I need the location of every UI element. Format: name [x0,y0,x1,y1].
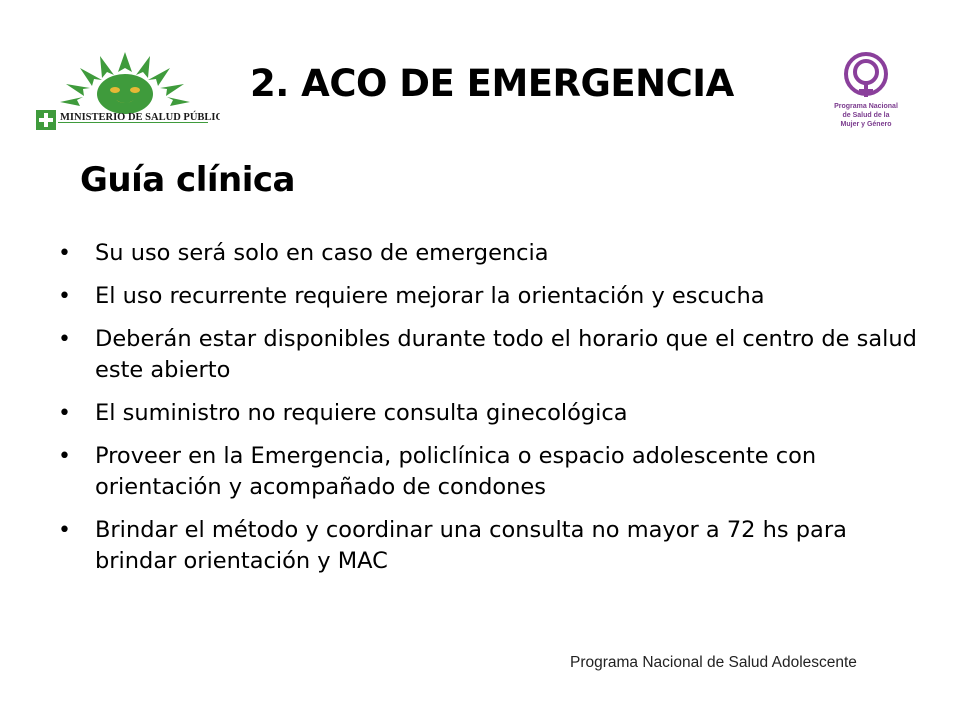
bullet-text: El uso recurrente requiere mejorar la orientación y escucha [95,283,765,309]
slide-subtitle: Guía clínica [80,160,295,200]
bullet-item [58,398,918,429]
women-program-line1: Programa Nacional [834,103,898,110]
bullet-item [58,515,918,577]
bullet-dot-icon: • [58,444,71,469]
footer-text: Programa Nacional de Salud Adolescente [570,654,857,671]
bullet-dot-icon: • [58,518,71,543]
bullet-dot-icon: • [58,401,71,426]
women-program-logo [830,50,902,140]
bullet-dot-icon: • [58,327,71,352]
ministry-logo-label: MINISTERIO DE SALUD PÚBLICA [60,112,220,123]
women-program-line2: de Salud de la [842,112,890,119]
bullet-text: Su uso será solo en caso de emergencia [95,240,549,266]
women-program-line3: Mujer y Género [840,121,892,128]
bullet-text: Proveer en la Emergencia, policlínica o espacio adolescente con orientación y acompañado de condones [95,443,817,500]
bullet-text: Deberán estar disponibles durante todo el horario que el centro de salud este abierto [95,326,917,383]
female-symbol-icon [830,50,902,140]
ministry-sun-logo-icon [30,42,220,137]
ministry-logo [30,42,220,137]
bullet-text: El suministro no requiere consulta ginecológica [95,400,628,426]
slide-title: 2. ACO DE EMERGENCIA [250,62,734,105]
bullet-item [58,441,918,503]
bullet-list [58,238,918,589]
bullet-dot-icon: • [58,241,71,266]
bullet-dot-icon: • [58,284,71,309]
bullet-text: Brindar el método y coordinar una consulta no mayor a 72 hs para brindar orientación y MAC [95,517,847,574]
bullet-item [58,281,918,312]
bullet-item [58,238,918,269]
bullet-item [58,324,918,386]
